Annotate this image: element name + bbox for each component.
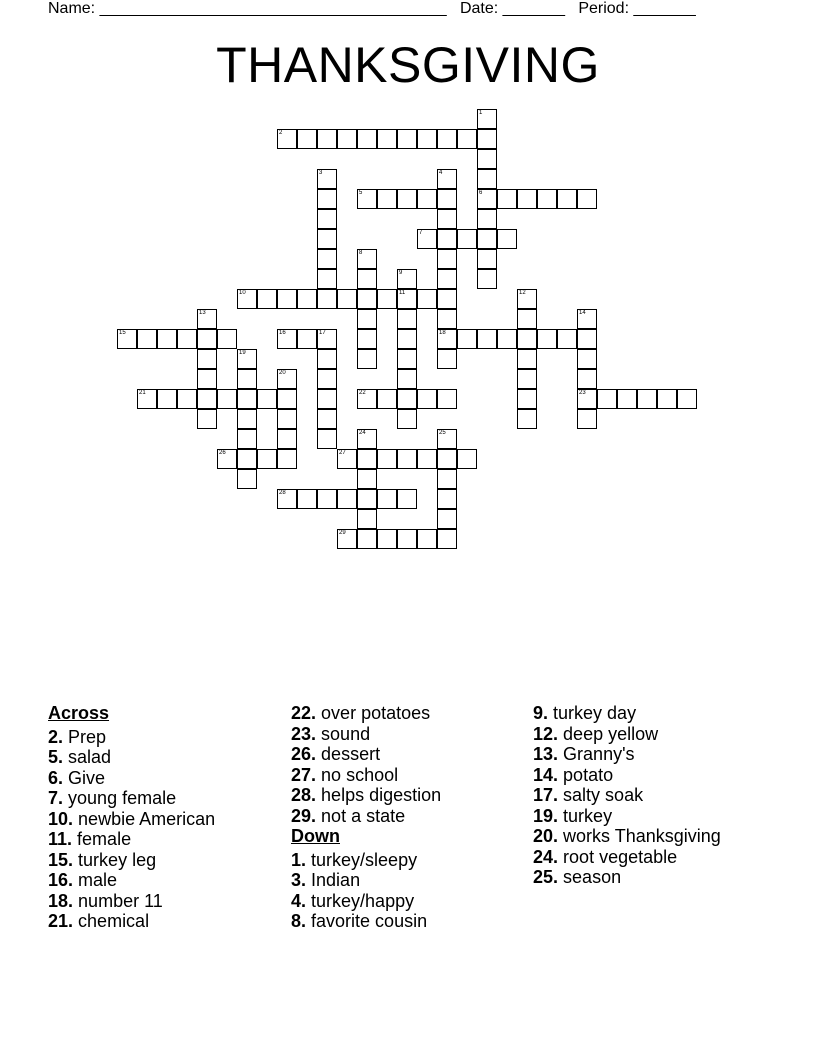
grid-cell[interactable]: [317, 249, 337, 269]
grid-cell[interactable]: [377, 129, 397, 149]
down-clue: [533, 703, 721, 724]
down-clue: [533, 806, 721, 827]
grid-cell[interactable]: [237, 409, 257, 429]
grid-cell[interactable]: [457, 229, 477, 249]
grid-cell[interactable]: [337, 289, 357, 309]
grid-cell[interactable]: [317, 389, 337, 409]
grid-cell[interactable]: [437, 469, 457, 489]
clue-number: 9: [399, 270, 403, 276]
down-clue: [533, 724, 721, 745]
grid-cell[interactable]: [517, 409, 537, 429]
grid-cell[interactable]: [477, 209, 497, 229]
grid-cell[interactable]: [277, 409, 297, 429]
grid-cell[interactable]: [137, 389, 157, 409]
clue-number: 10: [239, 290, 246, 296]
grid-cell[interactable]: [277, 289, 297, 309]
clue-text: salty soak: [563, 785, 644, 805]
clue-text: not a state: [321, 805, 406, 826]
grid-cell[interactable]: [357, 289, 377, 309]
grid-cell[interactable]: [197, 329, 217, 349]
clue-number-label: 24.: [533, 846, 559, 867]
grid-cell[interactable]: [257, 389, 277, 409]
grid-cell[interactable]: [277, 449, 297, 469]
grid-cell[interactable]: [357, 329, 377, 349]
grid-cell[interactable]: [277, 329, 297, 349]
grid-cell[interactable]: [397, 369, 417, 389]
grid-cell[interactable]: [577, 349, 597, 369]
clue-number: 23: [579, 390, 586, 396]
grid-cell[interactable]: [517, 389, 537, 409]
grid-cell[interactable]: [497, 229, 517, 249]
grid-cell[interactable]: [577, 309, 597, 329]
clue-number: 18: [439, 330, 446, 336]
clue-number-label: 29.: [291, 805, 317, 826]
clue-number-label: 13.: [533, 744, 559, 764]
clue-text: newbie American: [78, 808, 216, 829]
grid-cell[interactable]: [297, 129, 317, 149]
clue-number-label: 21.: [48, 911, 74, 931]
grid-cell[interactable]: [357, 249, 377, 269]
clue-number-label: 9.: [533, 703, 549, 723]
clue-number-label: 17.: [533, 785, 559, 805]
grid-cell[interactable]: [337, 449, 357, 469]
grid-cell[interactable]: [417, 529, 437, 549]
grid-cell[interactable]: [417, 229, 437, 249]
grid-cell[interactable]: [277, 429, 297, 449]
grid-cell[interactable]: [477, 249, 497, 269]
grid-cell[interactable]: [237, 289, 257, 309]
grid-cell[interactable]: [437, 489, 457, 509]
clue-number-label: 27.: [291, 764, 317, 785]
clue-number: 5: [359, 190, 363, 196]
grid-cell[interactable]: [357, 129, 377, 149]
clue-number: 21: [139, 390, 146, 396]
across-clue: [48, 727, 215, 748]
grid-cell[interactable]: [217, 329, 237, 349]
grid-cell[interactable]: [357, 509, 377, 529]
across-clue: [48, 768, 215, 789]
grid-cell[interactable]: [317, 229, 337, 249]
grid-cell[interactable]: [577, 409, 597, 429]
grid-cell[interactable]: [297, 489, 317, 509]
grid-cell[interactable]: [117, 329, 137, 349]
grid-cell[interactable]: [357, 529, 377, 549]
across-clue: [291, 765, 441, 786]
clue-text: deep yellow: [563, 723, 659, 744]
grid-cell[interactable]: [657, 389, 677, 409]
header-fields: [48, 0, 696, 18]
name-blank[interactable]: _______________________________________: [99, 0, 447, 17]
down-clue: [533, 826, 721, 847]
grid-cell[interactable]: [537, 329, 557, 349]
grid-cell[interactable]: [557, 329, 577, 349]
grid-cell[interactable]: [437, 229, 457, 249]
grid-cell[interactable]: [437, 429, 457, 449]
grid-cell[interactable]: [137, 329, 157, 349]
grid-cell[interactable]: [437, 289, 457, 309]
clue-number-label: 5.: [48, 747, 64, 767]
across-clue: [48, 788, 215, 809]
grid-cell[interactable]: [437, 449, 457, 469]
clue-text: helps digestion: [321, 785, 442, 805]
grid-cell[interactable]: [197, 369, 217, 389]
clue-number: 13: [199, 310, 206, 316]
clue-number: 24: [359, 430, 366, 436]
grid-cell[interactable]: [477, 169, 497, 189]
clue-number: 22: [359, 390, 366, 396]
grid-cell[interactable]: [237, 429, 257, 449]
grid-cell[interactable]: [517, 369, 537, 389]
period-blank[interactable]: _______: [633, 0, 696, 17]
clue-text: turkey/happy: [311, 890, 415, 911]
grid-cell[interactable]: [517, 349, 537, 369]
grid-cell[interactable]: [437, 309, 457, 329]
grid-cell[interactable]: [637, 389, 657, 409]
grid-cell[interactable]: [517, 309, 537, 329]
grid-cell[interactable]: [417, 389, 437, 409]
grid-cell[interactable]: [377, 449, 397, 469]
grid-cell[interactable]: [477, 189, 497, 209]
grid-cell[interactable]: [377, 489, 397, 509]
clue-text: young female: [68, 788, 177, 808]
grid-cell[interactable]: [417, 449, 437, 469]
grid-cell[interactable]: [397, 529, 417, 549]
grid-cell[interactable]: [377, 289, 397, 309]
clue-number-label: 23.: [291, 723, 317, 744]
clue-text: dessert: [321, 744, 381, 764]
grid-cell[interactable]: [477, 229, 497, 249]
grid-cell[interactable]: [357, 349, 377, 369]
across-heading: Across: [48, 703, 110, 723]
grid-cell[interactable]: [237, 469, 257, 489]
grid-cell[interactable]: [357, 469, 377, 489]
clue-number: 6: [479, 190, 483, 196]
grid-cell[interactable]: [537, 189, 557, 209]
clue-text: Granny's: [563, 744, 635, 764]
clue-number: 20: [279, 370, 286, 376]
grid-cell[interactable]: [437, 189, 457, 209]
across-clue: [48, 829, 215, 850]
grid-cell[interactable]: [317, 329, 337, 349]
clue-number-label: 19.: [533, 805, 559, 826]
clue-text: potato: [563, 764, 614, 785]
across-clue: [291, 703, 441, 724]
grid-cell[interactable]: [277, 129, 297, 149]
grid-cell[interactable]: [357, 189, 377, 209]
clue-text: turkey day: [553, 703, 637, 723]
grid-cell[interactable]: [257, 289, 277, 309]
grid-cell[interactable]: [217, 389, 237, 409]
clue-number-label: 20.: [533, 826, 559, 846]
clue-number-label: 8.: [291, 911, 307, 931]
grid-cell[interactable]: [397, 489, 417, 509]
period-label: Period:: [578, 0, 630, 17]
clue-number: 1: [479, 110, 483, 116]
grid-cell[interactable]: [377, 389, 397, 409]
clue-number-label: 15.: [48, 849, 74, 870]
grid-cell[interactable]: [577, 389, 597, 409]
grid-cell[interactable]: [497, 189, 517, 209]
grid-cell[interactable]: [377, 189, 397, 209]
grid-cell[interactable]: [417, 129, 437, 149]
grid-cell[interactable]: [457, 129, 477, 149]
clue-number: 28: [279, 490, 286, 496]
grid-cell[interactable]: [157, 389, 177, 409]
grid-cell[interactable]: [397, 409, 417, 429]
clue-number-label: 3.: [291, 870, 307, 890]
grid-cell[interactable]: [397, 309, 417, 329]
clue-number-label: 12.: [533, 723, 559, 744]
grid-cell[interactable]: [337, 489, 357, 509]
grid-cell[interactable]: [397, 389, 417, 409]
grid-cell[interactable]: [257, 449, 277, 469]
clue-number-label: 28.: [291, 785, 317, 805]
grid-cell[interactable]: [337, 129, 357, 149]
down-clue-list: [291, 850, 441, 932]
clue-number-label: 7.: [48, 788, 64, 808]
down-clue: [533, 847, 721, 868]
clue-text: works Thanksgiving: [563, 826, 721, 846]
grid-cell[interactable]: [397, 189, 417, 209]
clue-text: turkey: [563, 805, 613, 826]
grid-cell[interactable]: [317, 269, 337, 289]
clue-number: 16: [279, 330, 286, 336]
clue-text: over potatoes: [321, 703, 431, 723]
clue-number-label: 18.: [48, 890, 74, 911]
across-clue: [291, 785, 441, 806]
clue-text: chemical: [78, 911, 150, 931]
name-label: Name:: [48, 0, 96, 17]
grid-cell[interactable]: [317, 169, 337, 189]
clues-column-3: [533, 703, 721, 888]
clue-number-label: 10.: [48, 808, 74, 829]
clue-number-label: 16.: [48, 870, 74, 890]
grid-cell[interactable]: [617, 389, 637, 409]
grid-cell[interactable]: [357, 429, 377, 449]
across-clue: [48, 850, 215, 871]
down-clue: [291, 870, 441, 891]
clue-number: 26: [219, 450, 226, 456]
grid-cell[interactable]: [477, 129, 497, 149]
down-clue: [291, 850, 441, 871]
grid-cell[interactable]: [317, 349, 337, 369]
clue-number-label: 4.: [291, 890, 307, 911]
grid-cell[interactable]: [317, 369, 337, 389]
grid-cell[interactable]: [197, 309, 217, 329]
clue-number: 4: [439, 170, 443, 176]
clue-text: root vegetable: [563, 846, 678, 867]
grid-cell[interactable]: [377, 529, 397, 549]
page-title: THANKSGIVING: [216, 37, 600, 93]
clue-number-label: 6.: [48, 767, 64, 788]
grid-cell[interactable]: [237, 349, 257, 369]
grid-cell[interactable]: [437, 509, 457, 529]
grid-cell[interactable]: [477, 109, 497, 129]
grid-cell[interactable]: [217, 449, 237, 469]
grid-cell[interactable]: [477, 269, 497, 289]
grid-cell[interactable]: [357, 489, 377, 509]
clue-text: sound: [321, 723, 371, 744]
across-clue: [291, 724, 441, 745]
clue-text: Prep: [68, 726, 107, 747]
clue-number: 8: [359, 250, 363, 256]
clue-number: 3: [319, 170, 323, 176]
down-clue: [291, 891, 441, 912]
clue-number-label: 14.: [533, 764, 559, 785]
grid-cell[interactable]: [177, 329, 197, 349]
clue-number: 2: [279, 130, 283, 136]
clues-column-2: [291, 703, 441, 932]
grid-cell[interactable]: [597, 389, 617, 409]
grid-cell[interactable]: [317, 129, 337, 149]
clue-number-label: 2.: [48, 726, 64, 747]
date-blank[interactable]: _______: [502, 0, 565, 17]
clue-number-label: 22.: [291, 703, 317, 723]
grid-cell[interactable]: [157, 329, 177, 349]
clue-text: female: [77, 829, 132, 849]
grid-cell[interactable]: [397, 269, 417, 289]
clue-number: 29: [339, 530, 346, 536]
clue-number: 14: [579, 310, 586, 316]
clue-number: 15: [119, 330, 126, 336]
clue-text: Give: [68, 767, 106, 788]
grid-cell[interactable]: [197, 409, 217, 429]
down-clue: [533, 765, 721, 786]
grid-cell[interactable]: [437, 249, 457, 269]
clue-number: 17: [319, 330, 326, 336]
down-heading: Down: [291, 826, 340, 846]
grid-cell[interactable]: [317, 429, 337, 449]
clue-text: salad: [68, 747, 112, 767]
across-clue: [48, 809, 215, 830]
grid-cell[interactable]: [437, 329, 457, 349]
grid-cell[interactable]: [437, 269, 457, 289]
across-clue: [48, 747, 215, 768]
clue-text: turkey/sleepy: [311, 849, 418, 870]
clues-column-1: [48, 703, 215, 932]
grid-cell[interactable]: [357, 449, 377, 469]
grid-cell[interactable]: [577, 369, 597, 389]
grid-cell[interactable]: [237, 389, 257, 409]
grid-cell[interactable]: [397, 449, 417, 469]
grid-cell[interactable]: [457, 329, 477, 349]
grid-cell[interactable]: [397, 349, 417, 369]
grid-cell[interactable]: [517, 289, 537, 309]
clue-text: turkey leg: [78, 849, 157, 870]
grid-cell[interactable]: [397, 289, 417, 309]
grid-cell[interactable]: [317, 489, 337, 509]
clue-text: no school: [321, 764, 399, 785]
grid-cell[interactable]: [577, 329, 597, 349]
clue-number: 11: [399, 290, 406, 296]
grid-cell[interactable]: [437, 529, 457, 549]
across-clue: [48, 911, 215, 932]
grid-cell[interactable]: [437, 209, 457, 229]
clue-text: male: [78, 870, 118, 890]
grid-cell[interactable]: [337, 529, 357, 549]
clue-number: 12: [519, 290, 526, 296]
across-clue-list-continued: [291, 703, 441, 826]
across-clue: [291, 806, 441, 827]
clue-text: Indian: [311, 870, 361, 890]
grid-cell[interactable]: [317, 209, 337, 229]
grid-cell[interactable]: [237, 449, 257, 469]
grid-cell[interactable]: [517, 189, 537, 209]
grid-cell[interactable]: [357, 269, 377, 289]
clue-number: 19: [239, 350, 246, 356]
clue-number-label: 26.: [291, 744, 317, 764]
grid-cell[interactable]: [497, 329, 517, 349]
clue-text: favorite cousin: [311, 911, 428, 931]
grid-cell[interactable]: [397, 129, 417, 149]
clue-text: season: [563, 867, 622, 887]
grid-cell[interactable]: [317, 189, 337, 209]
grid-cell[interactable]: [277, 389, 297, 409]
down-clue: [533, 867, 721, 888]
down-clue-list-continued: [533, 703, 721, 888]
clue-number-label: 1.: [291, 849, 307, 870]
clue-number-label: 25.: [533, 867, 559, 887]
down-clue: [291, 911, 441, 932]
grid-cell[interactable]: [437, 389, 457, 409]
grid-cell[interactable]: [417, 289, 437, 309]
across-clue: [48, 891, 215, 912]
grid-cell[interactable]: [397, 329, 417, 349]
grid-cell[interactable]: [357, 309, 377, 329]
grid-cell[interactable]: [437, 169, 457, 189]
grid-cell[interactable]: [357, 389, 377, 409]
grid-cell[interactable]: [457, 449, 477, 469]
clue-number: 27: [339, 450, 346, 456]
grid-cell[interactable]: [317, 289, 337, 309]
across-clue-list: [48, 727, 215, 932]
grid-cell[interactable]: [237, 369, 257, 389]
grid-cell[interactable]: [477, 329, 497, 349]
down-clue: [533, 785, 721, 806]
grid-cell[interactable]: [437, 129, 457, 149]
down-clue: [533, 744, 721, 765]
across-clue: [48, 870, 215, 891]
clue-number-label: 11.: [48, 829, 73, 849]
grid-cell[interactable]: [297, 329, 317, 349]
grid-cell[interactable]: [297, 289, 317, 309]
clue-number: 7: [419, 230, 423, 236]
date-label: Date:: [459, 0, 499, 17]
clue-number: 25: [439, 430, 446, 436]
grid-cell[interactable]: [677, 389, 697, 409]
grid-cell[interactable]: [197, 389, 217, 409]
grid-cell[interactable]: [197, 349, 217, 369]
grid-cell[interactable]: [177, 389, 197, 409]
grid-cell[interactable]: [417, 189, 437, 209]
across-clue: [291, 744, 441, 765]
grid-cell[interactable]: [557, 189, 577, 209]
grid-cell[interactable]: [277, 369, 297, 389]
clue-text: number 11: [78, 890, 163, 911]
grid-cell[interactable]: [577, 189, 597, 209]
grid-cell[interactable]: [477, 149, 497, 169]
grid-cell[interactable]: [317, 409, 337, 429]
grid-cell[interactable]: [277, 489, 297, 509]
grid-cell[interactable]: [437, 349, 457, 369]
grid-cell[interactable]: [517, 329, 537, 349]
